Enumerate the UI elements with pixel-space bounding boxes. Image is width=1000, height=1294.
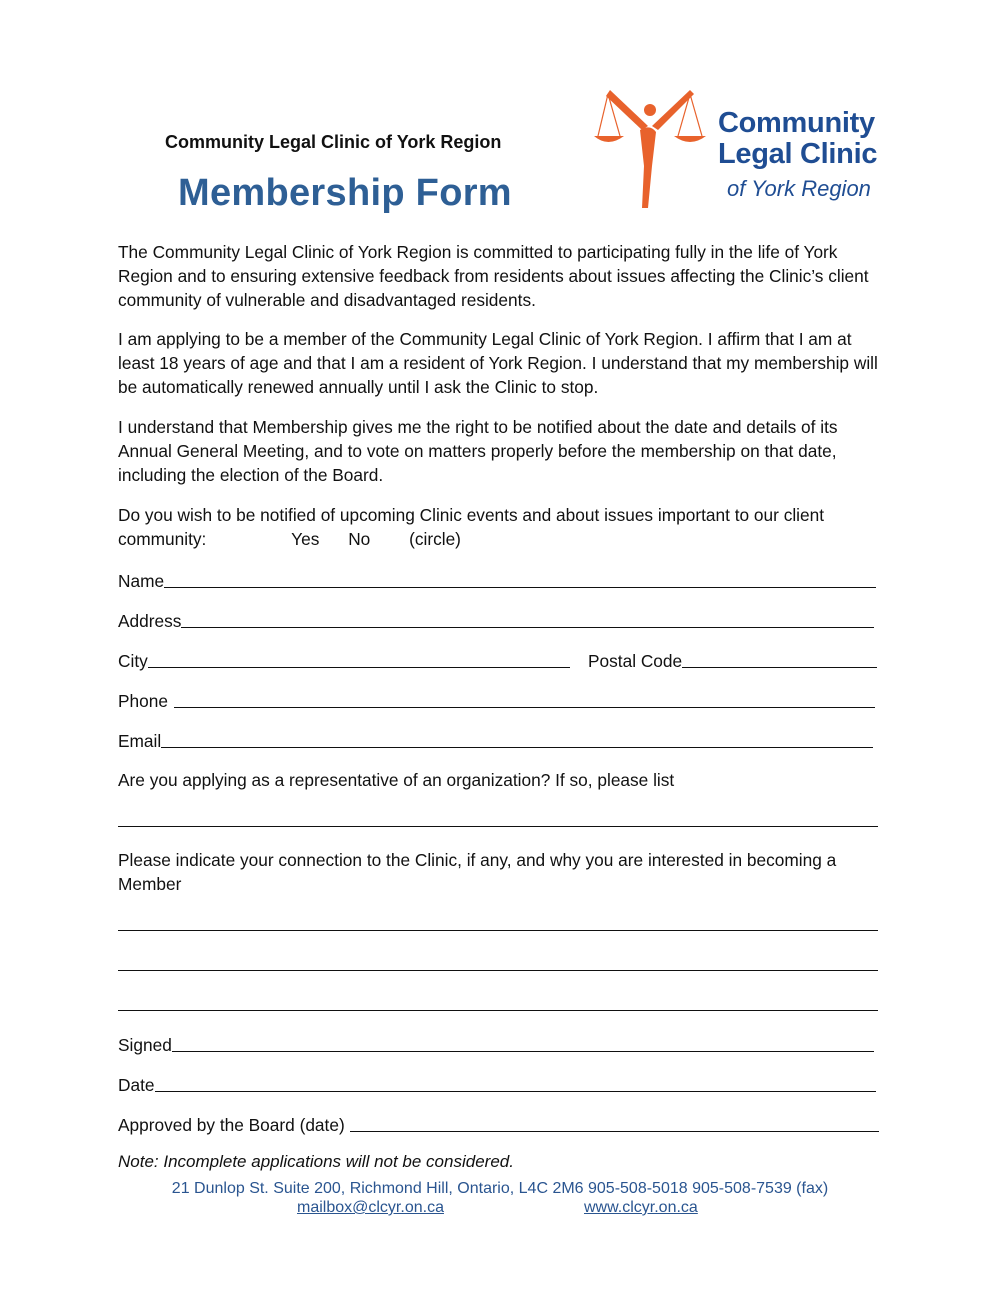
notify-instruction: (circle) — [409, 529, 461, 549]
organization-name: Community Legal Clinic of York Region — [165, 132, 502, 152]
phone-field[interactable] — [118, 688, 875, 712]
postal-code-input-line[interactable] — [682, 667, 877, 668]
footer-website-link[interactable]: www.clcyr.on.ca — [584, 1199, 698, 1216]
clinic-logo — [590, 86, 885, 211]
incomplete-note: Note: Incomplete applications will not be considered. — [118, 1152, 514, 1171]
city-field[interactable] — [118, 648, 570, 672]
approved-label: Approved by the Board (date) — [118, 1115, 345, 1135]
postal-code-field[interactable] — [588, 648, 877, 672]
name-input-line[interactable] — [164, 587, 876, 588]
date-input-line[interactable] — [155, 1091, 876, 1092]
approved-input-line[interactable] — [350, 1131, 879, 1132]
intro-paragraph: The Community Legal Clinic of York Region is committed to participating fully in the life of York Region and to ensuring extensive feedback from residents about issues affecting the Clinic’s client community of vulnerable and disadvantaged residents. — [118, 242, 869, 310]
notify-question-text: Do you wish to be notified of upcoming Clinic events and about issues important to our client community: — [118, 505, 825, 549]
phone-input-line[interactable] — [174, 707, 875, 708]
address-label: Address — [118, 611, 182, 631]
signed-label: Signed — [118, 1035, 172, 1055]
rights-paragraph: I understand that Membership gives me the right to be notified about the date and details of its Annual General Meeting, and to vote on matters properly before the membership on that date, including the election of the Board. — [118, 417, 838, 485]
approved-field[interactable] — [118, 1112, 879, 1136]
connection-question: Please indicate your connection to the Clinic, if any, and why you are interested in becoming a Member — [118, 850, 837, 894]
scales-figure-icon — [590, 86, 715, 211]
date-field[interactable] — [118, 1072, 876, 1096]
signed-field[interactable] — [118, 1032, 874, 1056]
phone-label: Phone — [118, 691, 168, 711]
logo-line-1: Community — [718, 107, 875, 139]
footer-address: 21 Dunlop St. Suite 200, Richmond Hill, Ontario, L4C 2M6 905-508-5018 905-508-7539 (fax) — [171, 1180, 829, 1197]
notify-question — [118, 503, 888, 551]
organization-question: Are you applying as a representative of an organization? If so, please list — [118, 770, 675, 790]
affirmation-paragraph: I am applying to be a member of the Community Legal Clinic of York Region. I affirm that I am at least 18 years of age and that I am a resident of York Region. I understand that my membership will be automatically renewed annually until I ask the Clinic to stop. — [118, 329, 878, 397]
organization-input-line[interactable] — [118, 826, 878, 827]
name-field[interactable] — [118, 568, 876, 592]
notify-no-option[interactable]: No — [348, 529, 371, 549]
city-input-line[interactable] — [148, 667, 570, 668]
footer-email-link[interactable]: mailbox@clcyr.on.ca — [297, 1199, 444, 1216]
connection-input-line-3[interactable] — [118, 1010, 878, 1011]
city-label: City — [118, 651, 148, 671]
address-field[interactable] — [118, 608, 874, 632]
postal-code-label: Postal Code — [588, 651, 683, 671]
connection-input-line-2[interactable] — [118, 970, 878, 971]
signed-input-line[interactable] — [172, 1051, 874, 1052]
email-label: Email — [118, 731, 162, 751]
email-input-line[interactable] — [161, 747, 873, 748]
page-title: Membership Form — [178, 172, 512, 214]
notify-yes-option[interactable]: Yes — [291, 529, 320, 549]
name-label: Name — [118, 571, 165, 591]
logo-line-3: of York Region — [727, 176, 871, 201]
logo-line-2: Legal Clinic — [718, 138, 878, 170]
email-field[interactable] — [118, 728, 873, 752]
address-input-line[interactable] — [181, 627, 874, 628]
connection-input-line-1[interactable] — [118, 930, 878, 931]
date-label: Date — [118, 1075, 155, 1095]
